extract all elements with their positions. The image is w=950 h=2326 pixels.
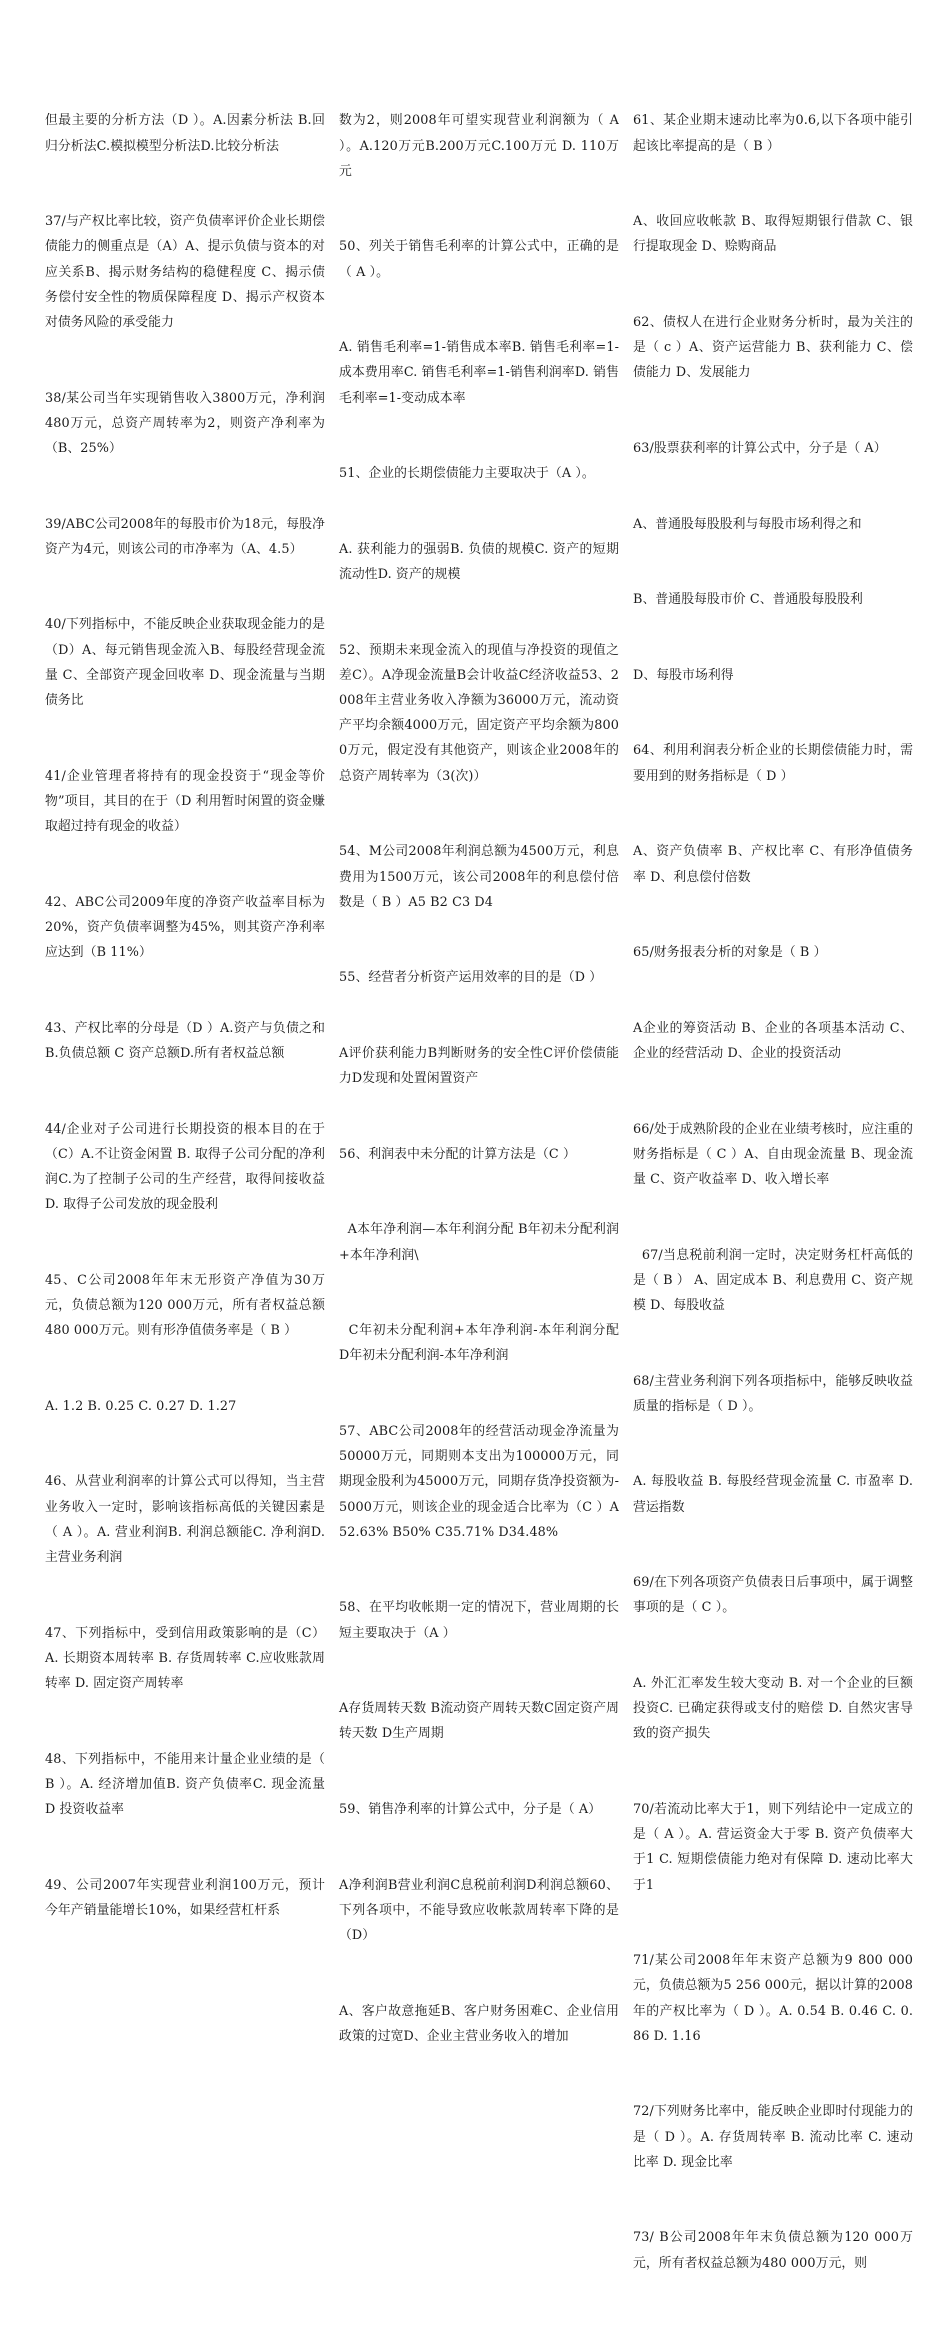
paragraph: A、客户故意拖延B、客户财务困难C、企业信用政策的过宽D、企业主营业务收入的增加 bbox=[339, 2003, 619, 2044]
paragraph: 55、经营者分析资产运用效率的目的是（D ） bbox=[339, 970, 603, 986]
paragraph: 61、某企业期末速动比率为0.6,以下各项中能引起该比率提高的是（ B ） bbox=[633, 113, 913, 154]
paragraph: 数为2，则2008年可望实现营业利润额为（ A ）。A.120万元B.200万元C.100万元 D. 110万元 bbox=[339, 113, 624, 179]
paragraph: B、普通股每股市价 C、普通股每股股利 bbox=[633, 592, 863, 608]
paragraph: 66/处于成熟阶段的企业在业绩考核时，应注重的财务指标是（ C ）A、自由现金流量 B、现金流量 C、资产收益率 D、收入增长率 bbox=[633, 1121, 913, 1187]
paragraph: 46、从营业利润率的计算公式可以得知，当主营业务收入一定时，影响该指标高低的关键因素是（ A ）。A. 营业利润B. 利润总额能C. 净利润D. 主营业务利润 bbox=[45, 1474, 330, 1565]
paragraph: 51、企业的长期偿债能力主要取决于（A ）。 bbox=[339, 466, 595, 482]
column-right bbox=[633, 58, 918, 2271]
paragraph: 65/财务报表分析的对象是（ B ） bbox=[633, 945, 827, 961]
paragraph: 63/股票获利率的计算公式中，分子是（ A） bbox=[633, 441, 887, 457]
paragraph: 49、公司2007年实现营业利润100万元，预计今年产销量能增长10%，如果经营杠杆系 bbox=[45, 1877, 325, 1918]
paragraph: 48、下列指标中，不能用来计量企业业绩的是（ B ）。A. 经济增加值B. 资产负债率C. 现金流量 D 投资收益率 bbox=[45, 1751, 330, 1818]
paragraph: 47、下列指标中，受到信用政策影响的是（C）A. 长期资本周转率 B. 存货周转率 C.应收账款周转率 D. 固定资产周转率 bbox=[45, 1625, 325, 1691]
paragraph: 57、ABC公司2008年的经营活动现金净流量为50000万元，同期则本支出为100000万元，同期现金股利为45000万元，同期存货净投资额为-5000万元，则该企业的现金适合比率为（C ）A52.63% B50% C35.71% D34.48% bbox=[339, 1423, 619, 1540]
paragraph: A、普通股每股股利与每股市场利得之和 bbox=[633, 516, 862, 532]
paragraph: 37/与产权比率比较，资产负债率评价企业长期偿债能力的侧重点是（A）A、提示负债与资本的对应关系B、揭示财务结构的稳健程度 C、揭示债务偿付安全性的物质保障程度 D、揭示产权资本对债务风险的承受能力 bbox=[45, 214, 325, 331]
paragraph: 64、利用利润表分析企业的长期偿债能力时，需要用到的财务指标是（ D ） bbox=[633, 743, 913, 784]
paragraph: 56、利润表中未分配的计算方法是（C ） bbox=[339, 1146, 576, 1162]
paragraph: A. 每股收益 B. 每股经营现金流量 C. 市盈率 D. 营运指数 bbox=[633, 1474, 918, 1515]
paragraph: A、收回应收帐款 B、取得短期银行借款 C、银行提取现金 D、赊购商品 bbox=[633, 214, 913, 255]
paragraph: A净利润B营业利润C息税前利润D利润总额60、下列各项中，不能导致应收帐款周转率下降的是（D） bbox=[339, 1877, 619, 1944]
paragraph: A、资产负债率 B、产权比率 C、有形净值债务率 D、利息偿付倍数 bbox=[633, 844, 913, 885]
paragraph: 但最主要的分析方法（D ）。A.因素分析法 B.回归分析法C.模拟模型分析法D.比较分析法 bbox=[45, 113, 325, 154]
paragraph: A本年净利润—本年利润分配 B年初未分配利润+本年净利润\ bbox=[339, 1222, 619, 1263]
paragraph: 59、销售净利率的计算公式中，分子是（ A） bbox=[339, 1802, 602, 1818]
document-page bbox=[45, 58, 918, 2271]
paragraph: 52、预期未来现金流入的现值与净投资的现值之差C）。A净现金流量B会计收益C经济收益53、2008年主营业务收入净额为36000万元，流动资产平均余额4000万元，固定资产平均余额为8000万元，假定没有其他资产，则该企业2008年的总资产周转率为（3(次)） bbox=[339, 642, 619, 784]
paragraph: C年初未分配利润+本年净利润-本年利润分配 D年初未分配利润-本年净利润 bbox=[339, 1323, 624, 1364]
paragraph: 45、C公司2008年年末无形资产净值为30万元，负债总额为120 000万元，所有者权益总额480 000万元。则有形净值债务率是（ B ） bbox=[45, 1272, 325, 1339]
paragraph: 50、列关于销售毛利率的计算公式中，正确的是（ A ）。 bbox=[339, 239, 619, 280]
paragraph: 73/ B公司2008年年末负债总额为120 000万元，所有者权益总额为480 000万元，则 bbox=[633, 2230, 913, 2271]
paragraph: A. 获利能力的强弱B. 负债的规模C. 资产的短期流动性D. 资产的规模 bbox=[339, 541, 619, 583]
paragraph: 58、在平均收帐期一定的情况下，营业周期的长短主要取决于（A ） bbox=[339, 1600, 619, 1641]
paragraph: D、每股市场利得 bbox=[633, 667, 734, 683]
column-left bbox=[45, 58, 330, 1918]
paragraph: 41/企业管理者将持有的现金投资于“现金等价物”项目，其目的在于（D 利用暂时闲置的资金赚取超过持有现金的收益） bbox=[45, 768, 325, 835]
paragraph: A. 外汇汇率发生较大变动 B. 对一个企业的巨额投资C. 已确定获得或支付的赔偿 D. 自然灾害导致的资产损失 bbox=[633, 1676, 913, 1742]
paragraph: 44/企业对子公司进行长期投资的根本目的在于（C）A.不让资金闲置 B. 取得子公司分配的净利润C.为了控制子公司的生产经营，取得间接收益 D. 取得子公司发放的现金股利 bbox=[45, 1121, 330, 1213]
paragraph: 42、ABC公司2009年度的净资产收益率目标为20%，资产负债率调整为45%，则其资产净利率应达到（B 11%） bbox=[45, 894, 325, 961]
paragraph: 69/在下列各项资产负债表日后事项中，属于调整事项的是（ C ）。 bbox=[633, 1575, 913, 1616]
paragraph: A企业的筹资活动 B、企业的各项基本活动 C、企业的经营活动 D、企业的投资活动 bbox=[633, 1020, 913, 1061]
paragraph: 70/若流动比率大于1，则下列结论中一定成立的是（ A ）。A. 营运资金大于零 B. 资产负债率大于1 C. 短期偿债能力绝对有保障 D. 速动比率大于1 bbox=[633, 1802, 913, 1893]
paragraph: 38/某公司当年实现销售收入3800万元，净利润480万元，总资产周转率为2，则资产净利率为（B、25%） bbox=[45, 390, 325, 457]
paragraph: 54、M公司2008年利润总额为4500万元，利息费用为1500万元，该公司2008年的利息偿付倍数是（ B ）A5 B2 C3 D4 bbox=[339, 844, 619, 910]
paragraph: 39/ABC公司2008年的每股市价为18元，每股净资产为4元，则该公司的市净率为（A、4.5） bbox=[45, 516, 325, 557]
paragraph: A. 销售毛利率=1-销售成本率B. 销售毛利率=1-成本费用率C. 销售毛利率=1-销售利润率D. 销售毛利率=1-变动成本率 bbox=[339, 340, 619, 406]
paragraph: 71/某公司2008年年末资产总额为9 800 000元，负债总额为5 256 000元，据以计算的2008年的产权比率为（ D ）。A. 0.54 B. 0.46 C. 0.86 D. 1.16 bbox=[633, 1953, 913, 2044]
paragraph: 72/下列财务比率中，能反映企业即时付现能力的是（ D ）。A. 存货周转率 B. 流动比率 C. 速动比率 D. 现金比率 bbox=[633, 2104, 913, 2170]
paragraph: 68/主营业务利润下列各项指标中，能够反映收益质量的指标是（ D ）。 bbox=[633, 1373, 913, 1414]
paragraph: A评价获利能力B判断财务的安全性C评价偿债能力D发现和处置闲置资产 bbox=[339, 1045, 619, 1087]
paragraph: A. 1.2 B. 0.25 C. 0.27 D. 1.27 bbox=[45, 1398, 237, 1414]
paragraph: 43、产权比率的分母是（D ）A.资产与负债之和B.负债总额 C 资产总额D.所有者权益总额 bbox=[45, 1020, 325, 1061]
paragraph: A存货周转天数 B流动资产周转天数C固定资产周转天数 D生产周期 bbox=[339, 1701, 619, 1742]
paragraph: 40/下列指标中，不能反映企业获取现金能力的是（D）A、每元销售现金流入B、每股经营现金流量 C、全部资产现金回收率 D、现金流量与当期债务比 bbox=[45, 617, 325, 709]
paragraph: 62、债权人在进行企业财务分析时，最为关注的是（ c ）A、资产运营能力 B、获利能力 C、偿债能力 D、发展能力 bbox=[633, 315, 913, 381]
column-middle bbox=[339, 58, 624, 2044]
paragraph: 67/当息税前利润一定时，决定财务杠杆高低的是（ B ） A、固定成本 B、利息费用 C、资产规模 D、每股收益 bbox=[633, 1247, 914, 1313]
